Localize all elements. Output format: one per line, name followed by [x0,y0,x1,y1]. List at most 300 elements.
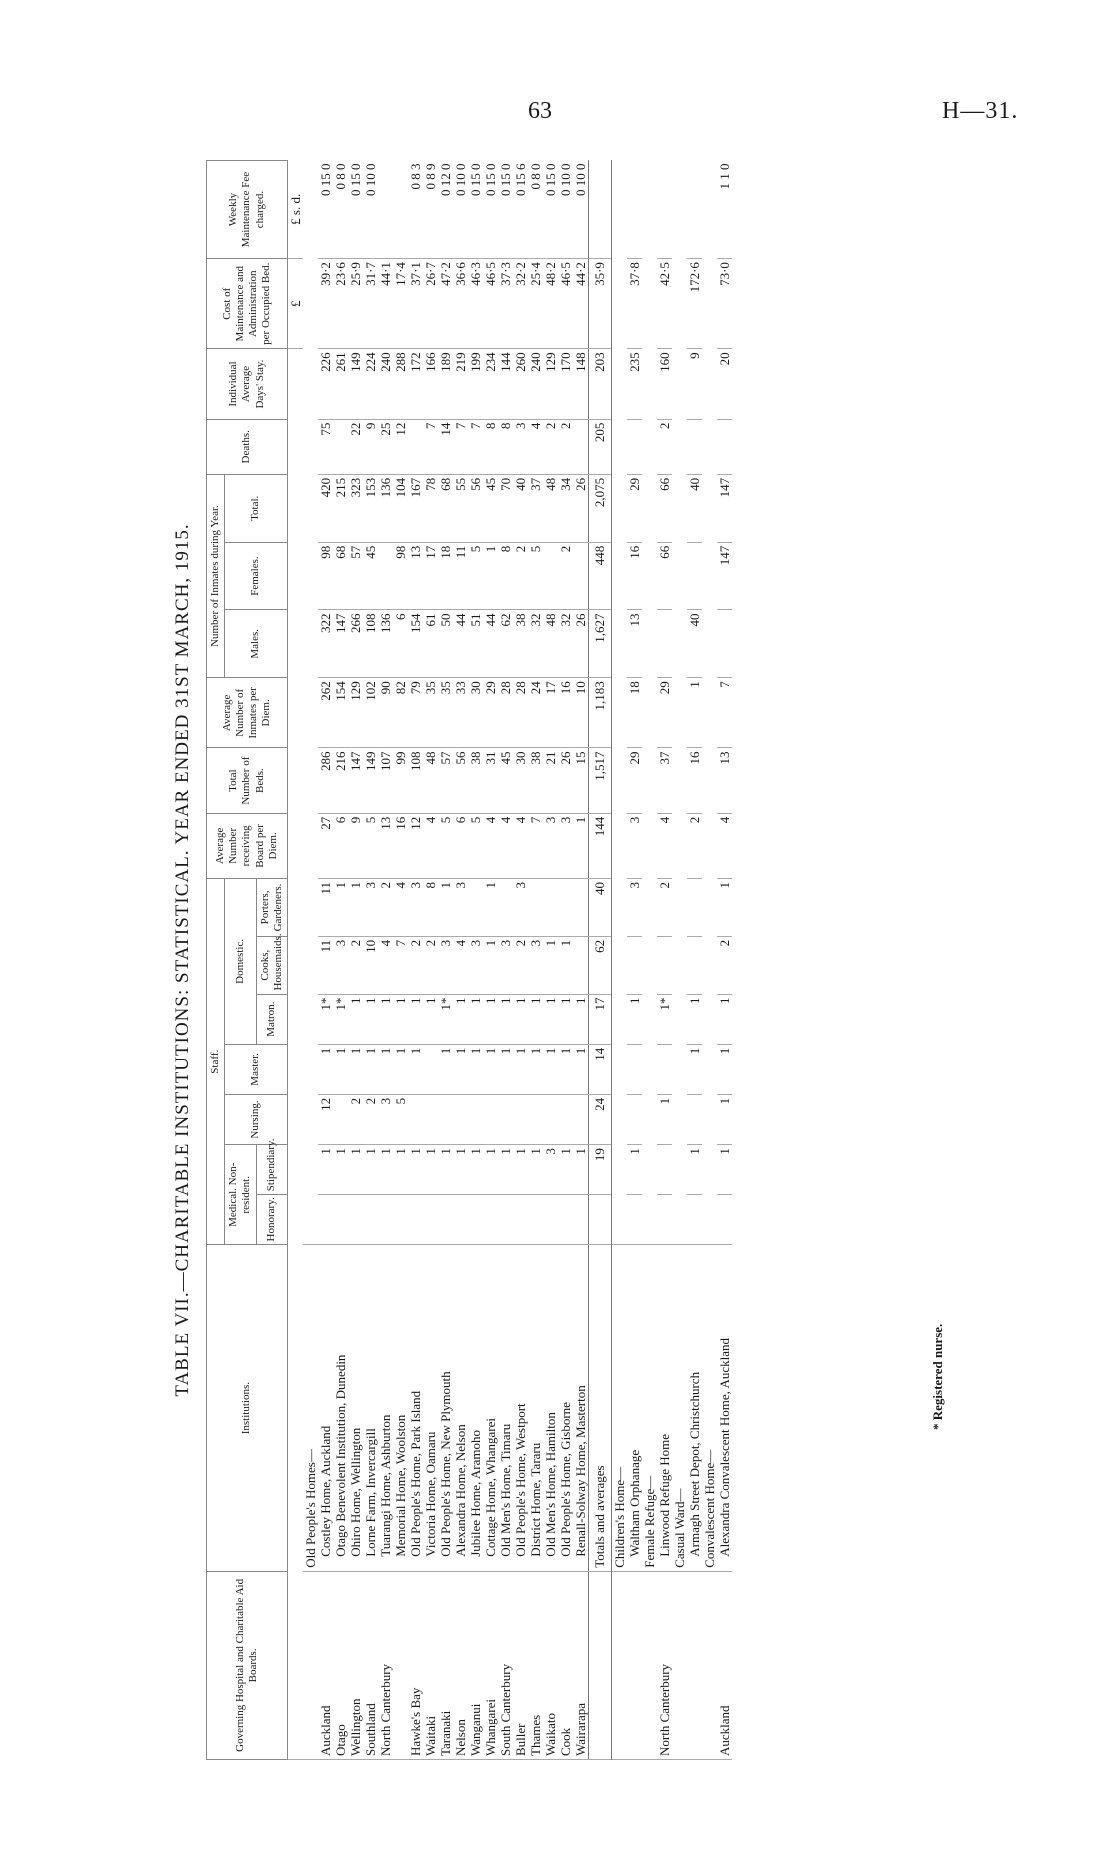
cell-days: 219 [453,349,468,419]
cell-fem: 68 [333,542,348,610]
cell-cook: 3 [438,936,453,994]
cell-tot: 78 [423,474,438,542]
cell-cost: 39·2 [318,259,333,349]
cell-tot: 70 [498,474,513,542]
cell-avg: 90 [378,678,393,748]
institution-cell: Old Men's Home, Hamilton [543,1245,558,1571]
cell-nurs [558,1094,573,1144]
cell-stip: 1 [453,1145,468,1195]
institution-cell: Ohiro Home, Wellington [348,1245,363,1571]
header-total: Total. [225,474,288,542]
table-row [558,161,573,1760]
cell-avg: 79 [408,678,423,748]
cell-cost: 37·3 [498,259,513,349]
cell-tot: 45 [483,474,498,542]
institution-cell: Lorne Farm, Invercargill [363,1245,378,1571]
cell-brd: 4 [423,813,438,878]
cell-mast: 1 [687,1044,702,1094]
cell-avg: 35 [423,678,438,748]
cell-male: 32 [528,610,543,678]
cell-cook: 11 [318,936,333,994]
cell-cook: 62 [588,936,611,994]
table-row [483,161,498,1760]
table-row [543,161,558,1760]
cell-hon [378,1195,393,1245]
cell-death: 75 [318,419,333,474]
cell-mast [627,1044,642,1094]
cell-cook [627,936,642,994]
cell-male: 61 [423,610,438,678]
cell-matr: 1* [318,994,333,1044]
cell-beds: 216 [333,748,348,813]
cell-matr: 1 [573,994,589,1044]
board-cell: Southland [363,1571,378,1759]
board-cell: Buller [513,1571,528,1759]
cell-avg: 28 [498,678,513,748]
cell-death: 12 [393,419,408,474]
cell-days: 160 [657,349,672,419]
cell-days: 203 [588,349,611,419]
cell-cost: 37·1 [408,259,423,349]
cell-cook: 1 [558,936,573,994]
cell-port: 1 [438,878,453,936]
table-row [318,161,333,1760]
cell-nurs [498,1094,513,1144]
group-label: Children's Home— [611,1245,627,1571]
cell-tot: 2,075 [588,474,611,542]
cell-avg: 102 [363,678,378,748]
cell-mast: 1 [393,1044,408,1094]
cell-avg: 10 [573,678,589,748]
cell-nurs [408,1094,423,1144]
cell-male: 44 [453,610,468,678]
cell-days: 149 [348,349,363,419]
cell-male: 154 [408,610,423,678]
cell-days: 261 [333,349,348,419]
cell-mast: 14 [588,1044,611,1094]
cell-fem: 17 [423,542,438,610]
table-title: TABLE VII.—CHARITABLE INSTITUTIONS: STATISTICAL. YEAR ENDED 31ST MARCH, 1915. [172,523,193,1397]
rotated-table-region [172,160,952,1760]
board-cell: Wanganui [468,1571,483,1759]
cell-hon [408,1195,423,1245]
cell-fee: 0 15 0 [543,161,558,259]
cell-fem: 5 [468,542,483,610]
cell-hon [333,1195,348,1245]
cell-male: 136 [378,610,393,678]
cell-cook: 1 [483,936,498,994]
cell-beds: 16 [687,748,702,813]
cell-mast: 1 [438,1044,453,1094]
institution-cell: Otago Benevolent Institution, Dunedin [333,1245,348,1571]
cell-male: 50 [438,610,453,678]
header-staff: Staff. [207,878,225,1245]
cell-hon [468,1195,483,1245]
table-row [378,161,393,1760]
cell-beds: 48 [423,748,438,813]
cell-male [657,610,672,678]
cell-fem: 147 [717,542,732,610]
cell-beds: 38 [528,748,543,813]
board-cell: Auckland [717,1571,732,1759]
institution-cell: Jubilee Home, Aramoho [468,1245,483,1571]
cell-matr: 1 [393,994,408,1044]
cell-days: 260 [513,349,528,419]
cell-male: 266 [348,610,363,678]
cell-cook: 4 [453,936,468,994]
cell-male: 38 [513,610,528,678]
cell-hon [588,1195,611,1245]
cell-port [528,878,543,936]
cell-death: 8 [483,419,498,474]
cell-brd: 4 [717,813,732,878]
cell-fem: 11 [453,542,468,610]
institution-cell: Old People's Home, Park Island [408,1245,423,1571]
cell-cost: 47·2 [438,259,453,349]
cell-male: 48 [543,610,558,678]
cell-beds: 30 [513,748,528,813]
cell-avg: 29 [483,678,498,748]
cell-fee [393,161,408,259]
board-cell [393,1571,408,1759]
board-cell: Otago [333,1571,348,1759]
group-row [672,161,687,1760]
cell-mast: 1 [363,1044,378,1094]
cell-fem: 66 [657,542,672,610]
cell-brd: 144 [588,813,611,878]
board-cell [588,1571,611,1759]
cell-tot: 37 [528,474,543,542]
cell-port: 11 [318,878,333,936]
cell-death: 2 [543,419,558,474]
cell-mast: 1 [318,1044,333,1094]
cell-stip: 1 [717,1145,732,1195]
cell-fee: 0 8 3 [408,161,423,259]
cell-brd: 1 [573,813,589,878]
cell-tot: 153 [363,474,378,542]
cell-port [558,878,573,936]
cell-cost: 35·9 [588,259,611,349]
cell-beds: 149 [363,748,378,813]
board-cell: Taranaki [438,1571,453,1759]
cell-death: 2 [558,419,573,474]
cell-fee: 0 15 0 [483,161,498,259]
cell-port: 1 [348,878,363,936]
cell-beds: 57 [438,748,453,813]
cell-death [333,419,348,474]
cell-brd: 12 [408,813,423,878]
institution-cell: District Home, Tararu [528,1245,543,1571]
cell-cook [687,936,702,994]
cell-tot: 323 [348,474,363,542]
cell-nurs [438,1094,453,1144]
cell-cook: 3 [528,936,543,994]
cell-male: 322 [318,610,333,678]
cell-fee: 0 8 0 [333,161,348,259]
cell-nurs [453,1094,468,1144]
cell-mast: 1 [468,1044,483,1094]
cell-nurs [543,1094,558,1144]
cell-male: 6 [393,610,408,678]
cell-hon [687,1195,702,1245]
cell-beds: 13 [717,748,732,813]
cost-unit: £ [287,259,303,349]
cell-matr: 1* [333,994,348,1044]
cell-port: 1 [717,878,732,936]
cell-cook: 4 [378,936,393,994]
cell-cost: 42·5 [657,259,672,349]
cell-stip: 1 [318,1145,333,1195]
cell-brd: 16 [393,813,408,878]
cell-port: 3 [363,878,378,936]
header-cooks: Cooks, Housemaids. [256,936,287,994]
cell-cost: 172·6 [687,259,702,349]
header-master: Master. [225,1044,288,1094]
institution-cell: Old Men's Home, Timaru [498,1245,513,1571]
cell-days: 199 [468,349,483,419]
cell-tot: 66 [657,474,672,542]
cell-cost: 23·6 [333,259,348,349]
cell-days: 189 [438,349,453,419]
cell-fem: 13 [408,542,423,610]
cell-avg: 24 [528,678,543,748]
cell-beds: 21 [543,748,558,813]
cell-stip: 1 [468,1145,483,1195]
board-cell: Wairarapa [573,1571,589,1759]
cell-nurs [483,1094,498,1144]
cell-stip: 1 [513,1145,528,1195]
cell-stip: 1 [528,1145,543,1195]
cell-matr: 1 [498,994,513,1044]
cell-stip: 1 [573,1145,589,1195]
cell-port [573,878,589,936]
cell-death: 3 [513,419,528,474]
cell-nurs: 1 [717,1094,732,1144]
institution-cell: Memorial Home, Woolston [393,1245,408,1571]
cell-cook: 3 [333,936,348,994]
cell-avg: 18 [627,678,642,748]
cell-male: 51 [468,610,483,678]
statistics-table [206,160,732,1760]
cell-fee: 0 15 0 [318,161,333,259]
cell-death: 7 [468,419,483,474]
cell-hon [543,1195,558,1245]
cell-cook: 7 [393,936,408,994]
cell-fee: 0 12 0 [438,161,453,259]
cell-male: 32 [558,610,573,678]
cell-hon [558,1195,573,1245]
cell-hon [483,1195,498,1245]
cell-tot: 136 [378,474,393,542]
institution-cell: Tuarangi Home, Ashburton [378,1245,393,1571]
cell-matr: 1 [483,994,498,1044]
table-row [657,161,672,1760]
cell-port: 1 [333,878,348,936]
cell-cost: 73·0 [717,259,732,349]
cell-matr: 1 [423,994,438,1044]
cell-stip: 1 [363,1145,378,1195]
board-cell: North Canterbury [657,1571,672,1759]
cell-nurs [627,1094,642,1144]
cell-avg: 30 [468,678,483,748]
cell-cook: 3 [498,936,513,994]
cell-days: 288 [393,349,408,419]
cell-matr: 1 [453,994,468,1044]
cell-fee: 1 1 0 [717,161,732,259]
group-row [642,161,657,1760]
cell-male: 44 [483,610,498,678]
cell-cost: 46·5 [558,259,573,349]
table-row [588,161,611,1760]
cell-port: 3 [408,878,423,936]
cell-avg: 1,183 [588,678,611,748]
institution-cell: Old People's Home, New Plymouth [438,1245,453,1571]
cell-cook: 2 [423,936,438,994]
cell-fem [687,542,702,610]
cell-death: 8 [498,419,513,474]
cell-death: 14 [438,419,453,474]
institution-cell: Totals and averages [588,1245,611,1571]
cell-tot: 147 [717,474,732,542]
cell-hon [498,1195,513,1245]
group-row [611,161,627,1760]
cell-tot: 68 [438,474,453,542]
cell-death: 7 [453,419,468,474]
cell-days: 129 [543,349,558,419]
cell-matr: 1 [363,994,378,1044]
header-porters: Porters, Gardeners. [256,878,287,936]
cell-death: 4 [528,419,543,474]
cell-male: 108 [363,610,378,678]
header-board: Governing Hospital and Charitable Aid Boards. [207,1571,288,1759]
board-cell: Hawke's Bay [408,1571,423,1759]
cell-nurs: 2 [348,1094,363,1144]
cell-cost: 36·6 [453,259,468,349]
cell-beds: 1,517 [588,748,611,813]
cell-tot: 104 [393,474,408,542]
cell-mast: 1 [543,1044,558,1094]
cell-mast: 1 [528,1044,543,1094]
table-row [468,161,483,1760]
cell-stip: 1 [408,1145,423,1195]
board-cell: Thames [528,1571,543,1759]
cell-death [717,419,732,474]
cell-brd: 3 [627,813,642,878]
institution-cell: Old People's Home, Westport [513,1245,528,1571]
cell-mast: 1 [573,1044,589,1094]
header-fee: Weekly Maintenance Fee charged. [207,161,288,259]
header-medical: Medical. Non-resident. [225,1145,256,1245]
cell-brd: 4 [657,813,672,878]
cell-matr: 1 [513,994,528,1044]
cell-male: 62 [498,610,513,678]
cell-death: 2 [657,419,672,474]
cell-death [408,419,423,474]
cell-avg: 154 [333,678,348,748]
cell-nurs: 24 [588,1094,611,1144]
cell-mast: 1 [558,1044,573,1094]
cell-death: 22 [348,419,363,474]
cell-tot: 29 [627,474,642,542]
cell-fem [378,542,393,610]
cell-brd: 3 [558,813,573,878]
table-row [423,161,438,1760]
institution-cell: Linwood Refuge Home [657,1245,672,1571]
header-stipendiary: Stipendiary. [256,1145,287,1195]
cell-mast: 1 [408,1044,423,1094]
cell-mast: 1 [483,1044,498,1094]
cell-brd: 2 [687,813,702,878]
cell-beds: 15 [573,748,589,813]
cell-matr: 1 [543,994,558,1044]
cell-cost: 17·4 [393,259,408,349]
cell-male: 40 [687,610,702,678]
institution-cell: Armagh Street Depot, Christchurch [687,1245,702,1571]
cell-mast: 1 [498,1044,513,1094]
cell-avg: 129 [348,678,363,748]
header-females: Females. [225,542,288,610]
cell-matr: 1 [348,994,363,1044]
table-row [363,161,378,1760]
cell-fee: 0 10 0 [558,161,573,259]
cell-matr: 1 [627,994,642,1044]
table-row [453,161,468,1760]
cell-nurs: 1 [657,1094,672,1144]
table-row [438,161,453,1760]
board-cell: Whangarei [483,1571,498,1759]
cell-fem: 448 [588,542,611,610]
cell-beds: 107 [378,748,393,813]
cell-hon [438,1195,453,1245]
cell-tot: 420 [318,474,333,542]
cell-tot: 34 [558,474,573,542]
table-row [348,161,363,1760]
board-cell: South Canterbury [498,1571,513,1759]
cell-stip: 3 [543,1145,558,1195]
group-label: Old People's Homes— [303,1245,318,1571]
cell-brd: 7 [528,813,543,878]
cell-brd: 6 [453,813,468,878]
cell-cost: 44·1 [378,259,393,349]
board-cell: Waikato [543,1571,558,1759]
cell-port [543,878,558,936]
cell-cook [573,936,589,994]
cell-beds: 31 [483,748,498,813]
cell-fem: 98 [393,542,408,610]
board-cell [627,1571,642,1759]
cell-matr: 1 [378,994,393,1044]
cell-hon [318,1195,333,1245]
institution-cell: Alexandra Convalescent Home, Auckland [717,1245,732,1571]
cell-days: 240 [528,349,543,419]
cell-cook [657,936,672,994]
cell-male [717,610,732,678]
cell-brd: 4 [498,813,513,878]
cell-avg: 35 [438,678,453,748]
cell-mast: 1 [513,1044,528,1094]
cell-brd: 9 [348,813,363,878]
cell-brd: 3 [543,813,558,878]
cell-brd: 5 [438,813,453,878]
cell-death [573,419,589,474]
cell-beds: 286 [318,748,333,813]
header-board-recv: Average Number receiving Board per Diem. [207,813,288,878]
board-cell: Wellington [348,1571,363,1759]
cell-male: 13 [627,610,642,678]
header-institutions: Institutions. [207,1245,288,1571]
cell-days: 226 [318,349,333,419]
cell-fem: 5 [528,542,543,610]
